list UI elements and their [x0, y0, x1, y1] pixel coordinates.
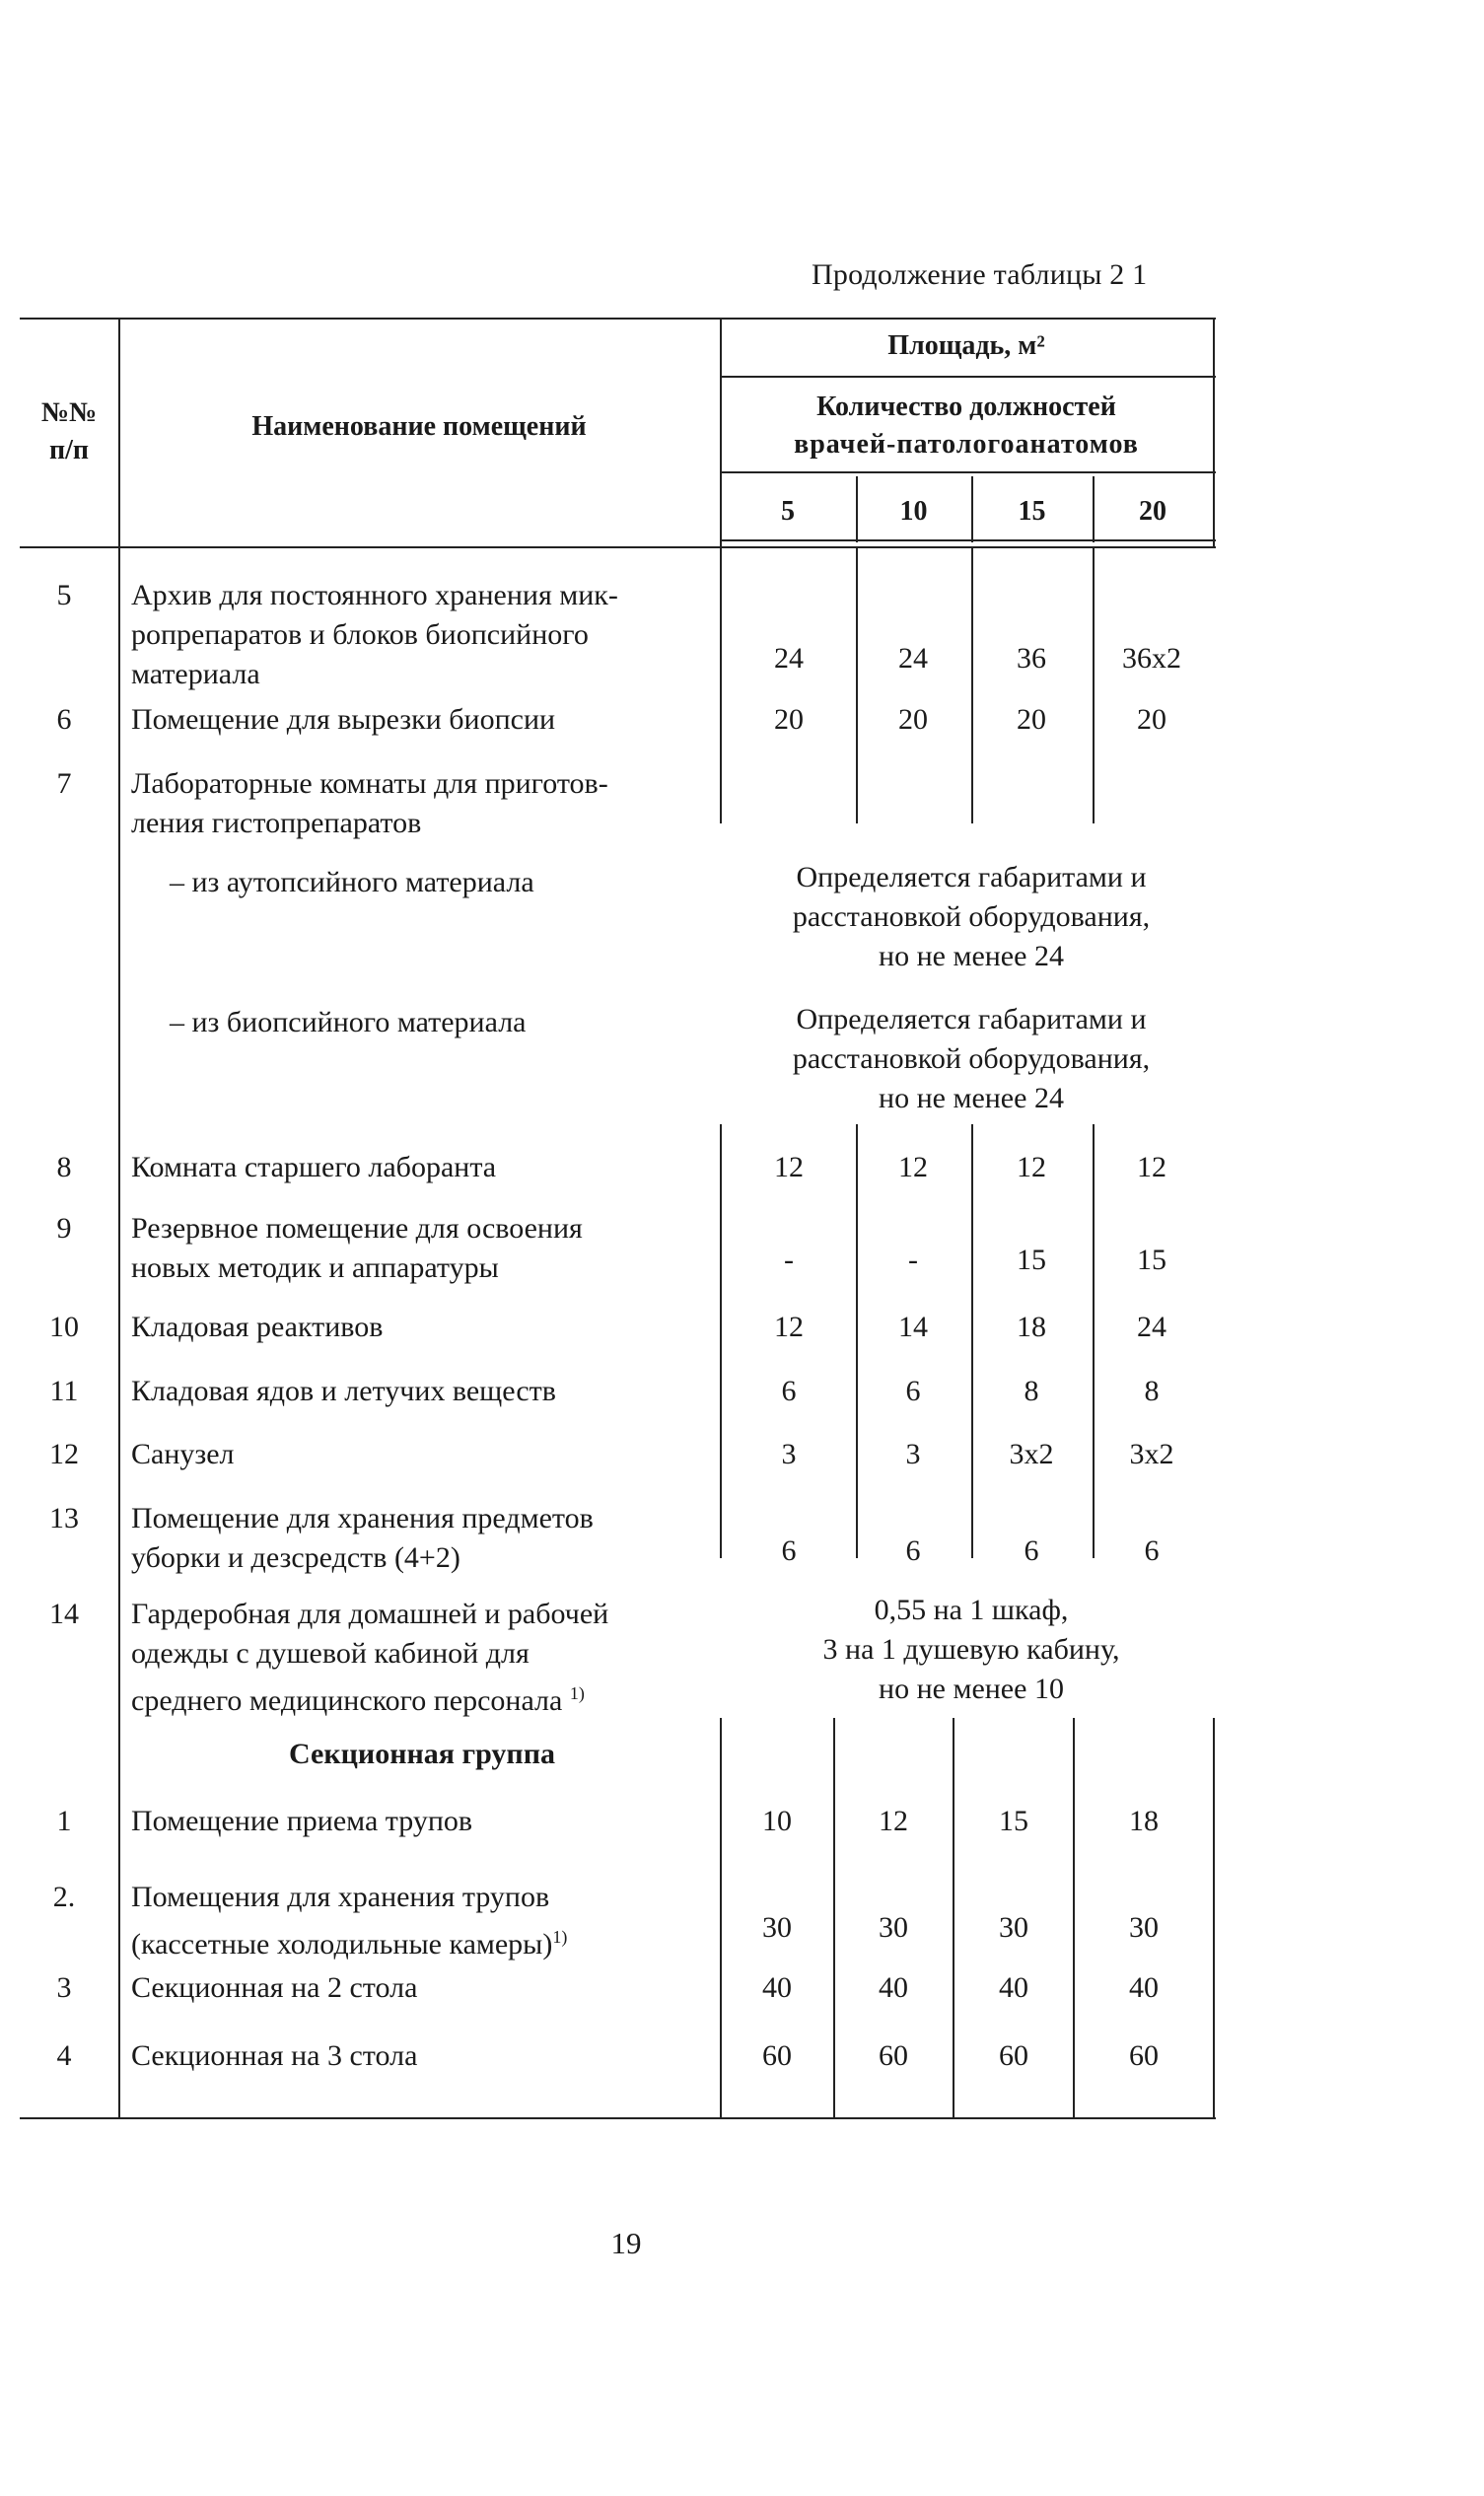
area-value: 6	[781, 1534, 797, 1567]
area-value: 15	[1137, 1244, 1166, 1276]
table-rule	[1093, 1124, 1095, 1558]
room-name: Помещение для хранения предметов уборки и дезсредств (4+2)	[131, 1502, 594, 1574]
table-rule	[1093, 546, 1095, 823]
area-value: 15	[999, 1805, 1028, 1837]
room-name: Помещение для вырезки биопсии	[131, 703, 556, 736]
header-area: Площадь, м²	[887, 330, 1045, 361]
table-rule	[953, 1718, 954, 2117]
table-rule	[1213, 1718, 1215, 2117]
area-value: 40	[879, 1971, 908, 2004]
area-value: 30	[1129, 1911, 1159, 1944]
room-subitem: – из аутопсийного материала	[170, 866, 534, 898]
area-value: 6	[1024, 1534, 1039, 1567]
header-count-15: 15	[1018, 496, 1046, 527]
area-value: 30	[999, 1911, 1028, 1944]
area-value: 12	[774, 1151, 804, 1183]
area-value: 18	[1017, 1311, 1046, 1343]
table-rule	[720, 376, 1216, 378]
area-value: -	[784, 1244, 794, 1276]
row-number: 3	[56, 1971, 72, 2004]
header-count-5: 5	[781, 496, 795, 527]
table-rule	[118, 318, 120, 2117]
area-value: 3	[781, 1438, 797, 1470]
area-value: 60	[762, 2039, 792, 2072]
room-name: Санузел	[131, 1438, 235, 1470]
area-span-text: Определяется габаритами и расстановкой оборудования, но не менее 24	[792, 1003, 1151, 1114]
area-value: 24	[1137, 1311, 1166, 1343]
area-value: 40	[762, 1971, 792, 2004]
area-value: 60	[999, 2039, 1028, 2072]
row-number: 10	[49, 1311, 79, 1343]
room-name: Секционная на 3 стола	[131, 2039, 418, 2072]
area-value: 20	[1137, 703, 1166, 736]
area-value: 3	[905, 1438, 921, 1470]
header-num-col: №№ п/п	[40, 397, 98, 465]
area-value: 12	[898, 1151, 928, 1183]
table-rule	[856, 546, 858, 823]
area-value: 18	[1129, 1805, 1159, 1837]
row-number: 12	[49, 1438, 79, 1470]
area-value: 12	[1137, 1151, 1166, 1183]
room-name: Помещение приема трупов	[131, 1805, 473, 1837]
area-value: 30	[762, 1911, 792, 1944]
continuation-label: Продолжение таблицы 2 1	[812, 258, 1148, 291]
area-span-text: 0,55 на 1 шкаф, 3 на 1 душевую кабину, но не менее 10	[822, 1594, 1120, 1705]
table-rule	[833, 1718, 835, 2117]
header-count-10: 10	[899, 496, 928, 527]
area-value: 60	[879, 2039, 908, 2072]
area-value: 20	[898, 703, 928, 736]
area-value: 15	[1017, 1244, 1046, 1276]
row-number: 9	[56, 1212, 72, 1245]
row-number: 4	[56, 2039, 72, 2072]
table-rule	[20, 546, 1216, 548]
area-value: 6	[781, 1375, 797, 1407]
row-number: 8	[56, 1151, 72, 1183]
area-value: 40	[1129, 1971, 1159, 2004]
area-value: 20	[774, 703, 804, 736]
table-rule	[971, 1124, 973, 1558]
row-number: 1	[56, 1805, 72, 1837]
row-number: 14	[49, 1598, 79, 1630]
section-title: Секционная группа	[289, 1738, 555, 1770]
room-name: Комната старшего лаборанта	[131, 1151, 497, 1183]
table-rule	[1213, 318, 1215, 546]
header-positions: Количество должностей врачей-патологоанатомов	[794, 392, 1139, 460]
row-number: 13	[49, 1502, 79, 1534]
row-number: 2.	[52, 1881, 76, 1913]
area-value: 3x2	[1129, 1438, 1174, 1470]
area-value: 6	[1144, 1534, 1160, 1567]
area-value: 12	[879, 1805, 908, 1837]
row-number: 11	[49, 1375, 79, 1407]
row-number: 6	[56, 703, 72, 736]
area-value: 3x2	[1009, 1438, 1054, 1470]
area-value: 40	[999, 1971, 1028, 2004]
area-span-text: Определяется габаритами и расстановкой оборудования, но не менее 24	[792, 861, 1151, 972]
room-name: Секционная на 2 стола	[131, 1971, 418, 2004]
table-rule	[720, 546, 722, 823]
row-number: 5	[56, 579, 72, 611]
area-value: 24	[898, 642, 928, 675]
area-value: 8	[1024, 1375, 1039, 1407]
header-name-col: Наименование помещений	[251, 411, 587, 442]
area-value: 14	[898, 1311, 928, 1343]
room-name: Кладовая реактивов	[131, 1311, 384, 1343]
table-rule	[720, 539, 1216, 541]
area-value: 10	[762, 1805, 792, 1837]
room-name: Резервное помещение для освоения новых методик и аппаратуры	[131, 1212, 583, 1284]
area-value: 8	[1144, 1375, 1160, 1407]
table-rule	[720, 1124, 722, 1558]
room-name: Лабораторные комнаты для приготов- ления гистопрепаратов	[131, 767, 608, 839]
room-name: Кладовая ядов и летучих веществ	[131, 1375, 556, 1407]
header-count-20: 20	[1139, 496, 1166, 527]
area-value: 12	[774, 1311, 804, 1343]
area-value: 30	[879, 1911, 908, 1944]
area-value: 36	[1017, 642, 1046, 675]
area-value: 24	[774, 642, 804, 675]
area-value: 60	[1129, 2039, 1159, 2072]
table-rule	[856, 1124, 858, 1558]
table-rule	[720, 1718, 722, 2117]
table-rule	[20, 318, 1216, 320]
row-number: 7	[56, 767, 72, 800]
room-name: Архив для постоянного хранения мик- ропрепаратов и блоков биопсийного материала	[131, 579, 618, 690]
area-value: 6	[905, 1534, 921, 1567]
room-name: Гардеробная для домашней и рабочей одежды с душевой кабиной для среднего медицинского персонала $^{1)}$	[131, 1598, 609, 1717]
table-rule	[1073, 1718, 1075, 2117]
table-rule	[20, 2117, 1216, 2119]
area-value: 36x2	[1122, 642, 1181, 675]
area-value: -	[908, 1244, 918, 1276]
area-value: 6	[905, 1375, 921, 1407]
table-rule	[720, 471, 1216, 473]
page-number: 19	[610, 2226, 642, 2260]
table-rule	[971, 546, 973, 823]
area-value: 12	[1017, 1151, 1046, 1183]
area-value: 20	[1017, 703, 1046, 736]
room-name: Помещения для хранения трупов (кассетные холодильные камеры)$^{1)}$	[131, 1881, 568, 1961]
room-subitem: – из биопсийного материала	[170, 1006, 527, 1038]
